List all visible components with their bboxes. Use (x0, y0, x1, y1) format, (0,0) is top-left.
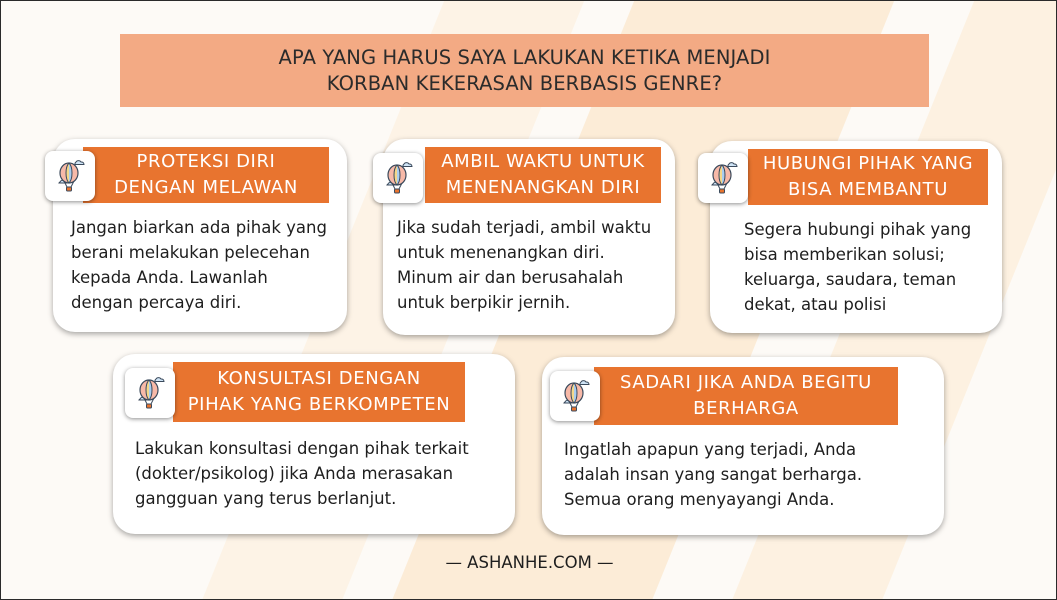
hot-air-balloon-icon (125, 368, 175, 418)
tip-card-4 (113, 354, 515, 534)
card-body: Ingatlah apapun yang terjadi, Anda adalah insan yang sangat berharga. Semua orang menyayangi Anda. (564, 440, 863, 509)
card-heading: PROTEKSI DIRI DENGAN MELAWAN (83, 147, 329, 203)
card-heading: HUBUNGI PIHAK YANG BISA MEMBANTU (748, 149, 988, 205)
hot-air-balloon-icon (698, 153, 748, 203)
footer-credit: — ASHANHE.COM — (445, 553, 614, 572)
hot-air-balloon-icon (373, 153, 423, 203)
card-body: Jangan biarkan ada pihak yang berani melakukan pelecehan kepada Anda. Lawanlah dengan percaya diri. (71, 218, 327, 312)
card-body: Lakukan konsultasi dengan pihak terkait (dokter/psikolog) jika Anda merasakan gangguan yang terus berlanjut. (135, 439, 469, 508)
hot-air-balloon-icon (45, 151, 95, 201)
title-banner (120, 34, 929, 107)
card-heading: AMBIL WAKTU UNTUK MENENANGKAN DIRI (425, 147, 661, 203)
card-body: Jika sudah terjadi, ambil waktu untuk menenangkan diri. Minum air dan berusahalah untuk berpikir jernih. (397, 218, 652, 312)
tip-card-2 (383, 139, 675, 335)
tip-card-5 (542, 357, 944, 535)
tip-card-3 (710, 141, 1002, 333)
card-body: Segera hubungi pihak yang bisa memberikan solusi; keluarga, saudara, teman dekat, atau polisi (744, 220, 972, 314)
hot-air-balloon-icon (550, 371, 600, 421)
card-heading: KONSULTASI DENGAN PIHAK YANG BERKOMPETEN (173, 362, 465, 422)
tip-card-1 (53, 139, 347, 332)
page-title: APA YANG HARUS SAYA LAKUKAN KETIKA MENJADI KORBAN KEKERASAN BERBASIS GENRE? (278, 45, 771, 95)
card-heading: SADARI JIKA ANDA BEGITU BERHARGA (594, 367, 898, 425)
